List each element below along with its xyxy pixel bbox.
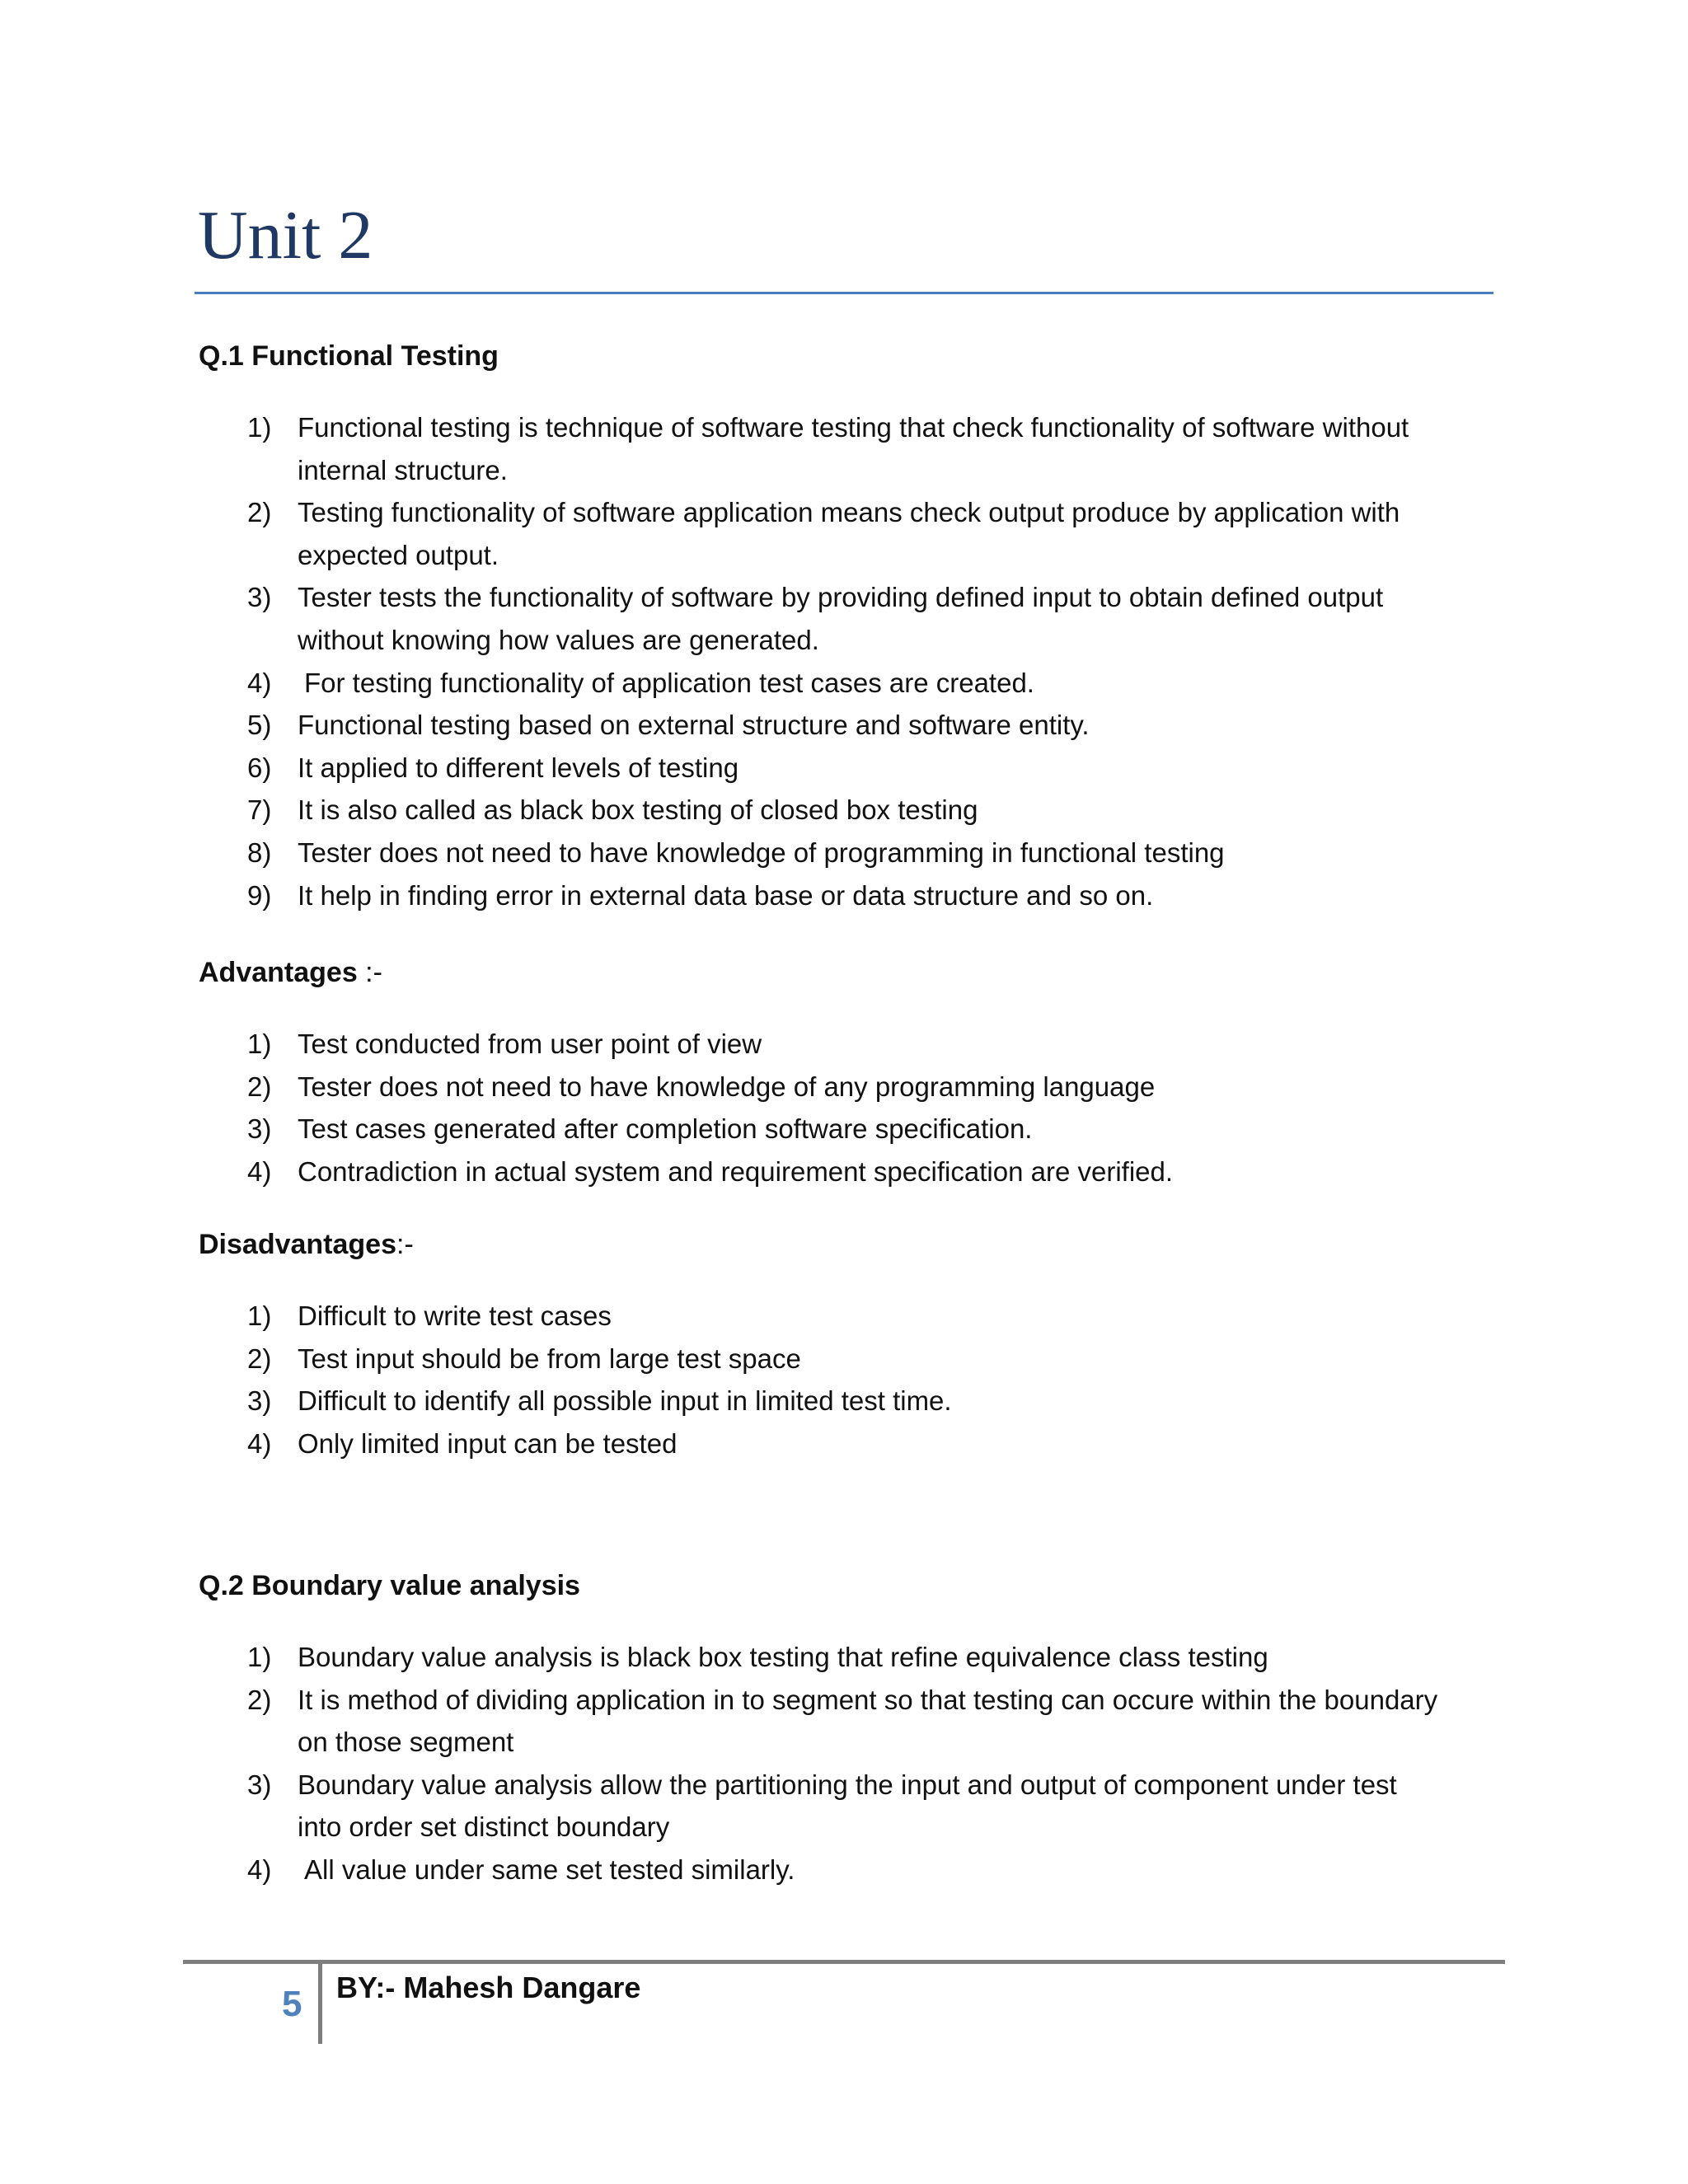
section-disadvantages	[199, 1223, 1501, 1459]
section-heading: Q.2 Boundary value analysis	[199, 1570, 580, 1601]
item-text-continued: without knowing how values are generated.	[298, 624, 819, 655]
list-item	[199, 406, 1501, 491]
item-text: Testing functionality of software application means check output produce by application with	[298, 497, 1400, 528]
heading-suffix: :-	[357, 957, 382, 988]
item-number: 6)	[247, 752, 272, 783]
item-text: It applied to different levels of testing	[298, 752, 739, 783]
list-item	[199, 1679, 1501, 1764]
item-number: 4)	[247, 1427, 272, 1459]
footer-author: BY:- Mahesh Dangare	[336, 1971, 641, 2004]
section-functional-testing	[199, 335, 1501, 911]
title-underline	[195, 292, 1493, 294]
item-text-continued: internal structure.	[298, 454, 508, 485]
list-item	[199, 662, 1501, 705]
list-item	[199, 1023, 1501, 1066]
item-number: 1)	[247, 412, 272, 443]
item-number: 1)	[247, 1029, 272, 1059]
heading-text: Disadvantages	[199, 1229, 396, 1260]
page-number: 5	[282, 1984, 302, 2024]
item-number: 7)	[247, 794, 272, 826]
item-text: Test cases generated after completion software specification.	[298, 1113, 1033, 1145]
list-item	[199, 491, 1501, 576]
item-text: Boundary value analysis is black box testing that refine equivalence class testing	[298, 1642, 1268, 1672]
item-text-continued: expected output.	[298, 539, 499, 570]
section-heading: Q.1 Functional Testing	[199, 340, 499, 372]
item-number: 5)	[247, 710, 272, 741]
heading-suffix: :-	[396, 1229, 414, 1260]
item-number: 2)	[247, 1684, 272, 1715]
item-number: 3)	[247, 1113, 272, 1145]
footer-rule	[183, 1960, 1505, 1964]
item-text: Contradiction in actual system and requirement specification are verified.	[298, 1155, 1174, 1187]
footer-divider	[318, 1963, 322, 2044]
list-item	[199, 874, 1501, 917]
list-item	[199, 1066, 1501, 1108]
item-text: Tester does not need to have knowledge of programming in functional testing	[298, 837, 1225, 868]
item-number: 4)	[247, 1854, 272, 1885]
item-number: 2)	[247, 1071, 272, 1102]
section-heading	[199, 951, 1501, 994]
item-text: Test input should be from large test space	[298, 1343, 801, 1374]
list-item	[199, 1849, 1501, 1891]
item-number: 3)	[247, 582, 272, 613]
item-text-continued: on those segment	[298, 1727, 514, 1758]
list-item	[199, 832, 1501, 874]
item-text: Only limited input can be tested	[298, 1427, 678, 1459]
list-item	[199, 576, 1501, 661]
item-number: 2)	[247, 1343, 272, 1374]
item-text: Test conducted from user point of view	[298, 1029, 762, 1059]
item-text: It help in finding error in external data base or data structure and so on.	[298, 879, 1154, 911]
item-text: Difficult to identify all possible input in limited test time.	[298, 1385, 952, 1417]
page-title: Unit 2	[198, 197, 373, 274]
list-item	[199, 747, 1501, 790]
item-text: Functional testing based on external structure and software entity.	[298, 710, 1090, 741]
item-number: 3)	[247, 1769, 272, 1800]
section-boundary-value-analysis	[199, 1564, 1501, 1885]
item-text: Difficult to write test cases	[298, 1301, 612, 1331]
list-item	[199, 704, 1501, 747]
item-text: It is method of dividing application in to segment so that testing can occure within the boundary	[298, 1684, 1438, 1715]
item-number: 3)	[247, 1385, 272, 1417]
list-item	[199, 1295, 1501, 1338]
item-number: 4)	[247, 667, 272, 698]
functional-testing-list	[199, 406, 1501, 916]
list-item	[199, 1108, 1501, 1151]
item-text: Functional testing is technique of software testing that check functionality of software without	[298, 412, 1409, 443]
boundary-value-list	[199, 1636, 1501, 1891]
list-item	[199, 1338, 1501, 1380]
item-text: For testing functionality of application test cases are created.	[304, 667, 1034, 698]
item-text: It is also called as black box testing of closed box testing	[298, 794, 978, 826]
list-item	[199, 789, 1501, 832]
list-item	[199, 1151, 1501, 1193]
list-item	[199, 1636, 1501, 1679]
item-text-continued: into order set distinct boundary	[298, 1811, 670, 1843]
item-number: 1)	[247, 1301, 272, 1331]
item-number: 1)	[247, 1642, 272, 1672]
item-text: All value under same set tested similarly.	[304, 1854, 795, 1885]
advantages-list	[199, 1023, 1501, 1193]
list-item	[199, 1764, 1501, 1849]
section-advantages	[199, 951, 1501, 1187]
list-item	[199, 1422, 1501, 1465]
section-heading	[199, 1223, 1501, 1266]
item-number: 8)	[247, 837, 272, 868]
heading-text: Advantages	[199, 957, 358, 988]
item-number: 2)	[247, 497, 272, 528]
item-text: Tester does not need to have knowledge of any programming language	[298, 1071, 1156, 1102]
item-number: 4)	[247, 1155, 272, 1187]
disadvantages-list	[199, 1295, 1501, 1465]
item-number: 9)	[247, 879, 272, 911]
list-item	[199, 1380, 1501, 1422]
item-text: Tester tests the functionality of software by providing defined input to obtain defined output	[298, 582, 1384, 613]
item-text: Boundary value analysis allow the partitioning the input and output of component under test	[298, 1769, 1397, 1800]
